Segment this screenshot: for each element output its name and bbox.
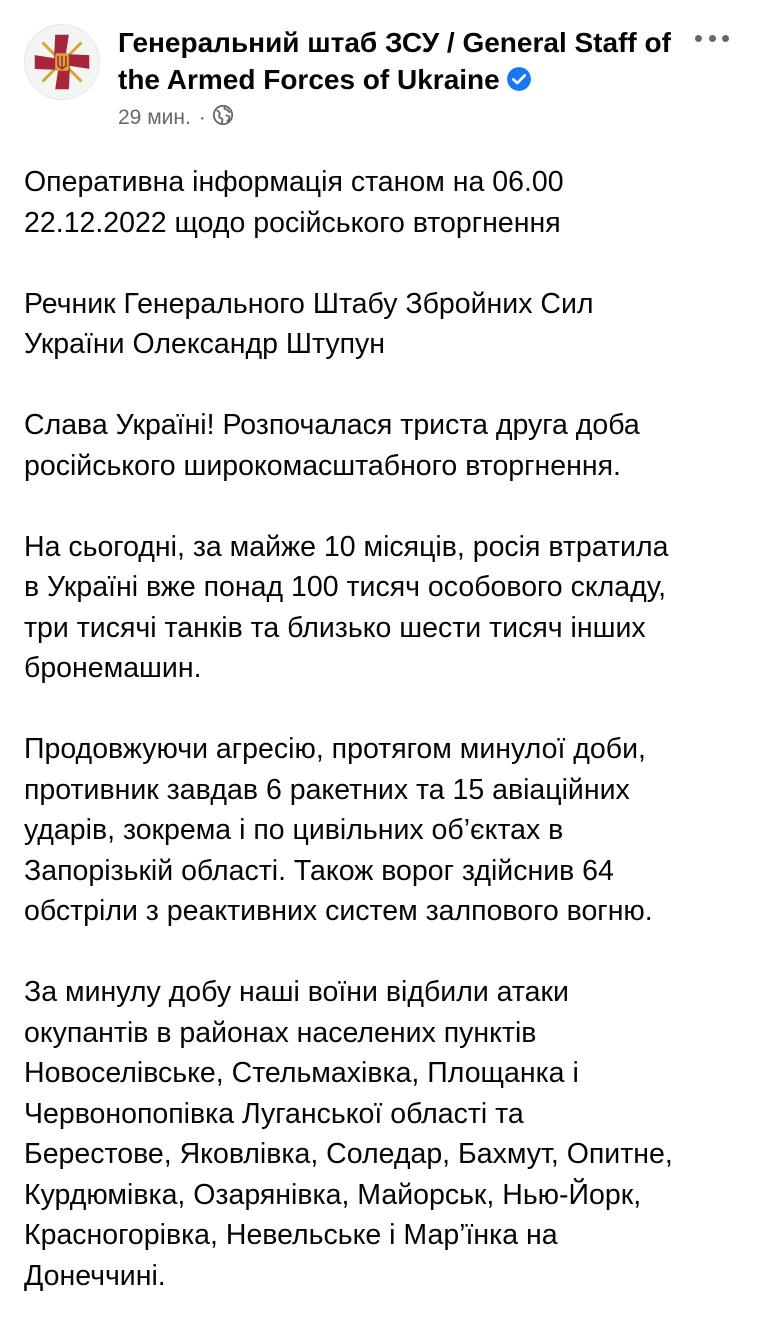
post-paragraph: На сьогодні, за майже 10 місяців, росія втратила в Україні вже понад 100 тисяч особового складу, три тисячі танків та близько шести тисяч інших бронемашин. [24, 530, 669, 684]
meta-separator: · [198, 106, 206, 129]
more-dot-icon [709, 35, 716, 42]
more-dot-icon [695, 35, 702, 42]
post-paragraph: За минулу добу наші воїни відбили атаки окупантів в районах населених пунктів Новоселівське, Стельмахівка, Площанка і Червонопопівка Луганської області та Берестове, Яковлівка, Соледар, Бахмут, Опитне, Курдюмівка, Озарянівка, Майорськ, Нью-Йорк, Красногорівка, Невельське і Мар’їнка на Донеччині. [24, 976, 673, 1292]
page-name[interactable] [118, 24, 688, 101]
verified-badge-icon [506, 64, 532, 101]
post-text [24, 162, 744, 1337]
post-paragraph: Слава Україні! Розпочалася триста друга доба російського широкомасштабного вторгнення. [24, 409, 640, 482]
post-paragraph: Речник Генерального Штабу Збройних Сил України Олександр Штупун [24, 287, 594, 360]
general-staff-emblem-icon [25, 25, 99, 99]
globe-icon [212, 104, 234, 132]
post-header [0, 0, 763, 150]
post-paragraph: Оперативна інформація станом на 06.00 22.12.2022 щодо російського вторгнення [24, 166, 564, 239]
more-options-button[interactable] [695, 26, 729, 50]
more-dot-icon [722, 35, 729, 42]
post-meta [118, 102, 234, 134]
post-timestamp[interactable]: 29 мин. [118, 106, 191, 129]
page-avatar[interactable] [24, 24, 100, 100]
post-paragraph: Продовжуючи агресію, протягом минулої доби, противник завдав 6 ракетних та 15 авіаційних ударів, зокрема і по цивільних об’єктах в Запорізькій області. Також ворог здійснив 64 обстріли з реактивних систем залпового вогню. [24, 733, 653, 927]
page-name-text[interactable]: Генеральний штаб ЗСУ / General Staff of the Armed Forces of Ukraine [118, 27, 671, 95]
